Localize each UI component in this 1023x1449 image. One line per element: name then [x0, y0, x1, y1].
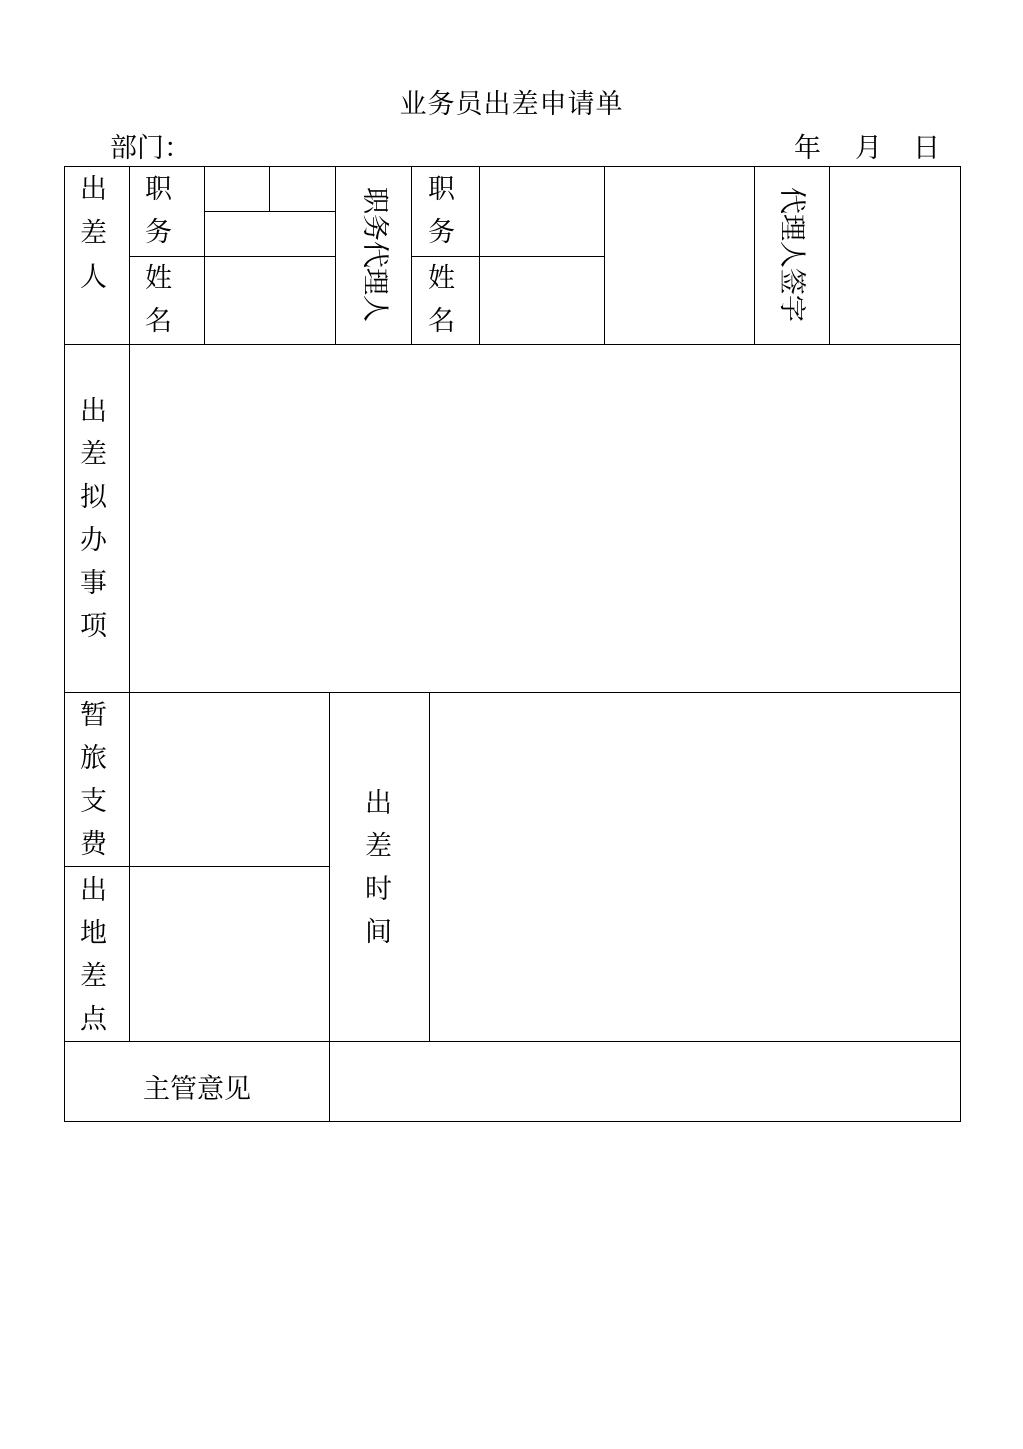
department-label: 部门：	[110, 133, 191, 164]
traveler-name-input[interactable]	[205, 257, 335, 344]
position-label-2: 职 务	[428, 174, 455, 248]
supervisor-opinion-label: 主管意见	[143, 1074, 251, 1105]
traveler-position-input-a[interactable]	[205, 167, 269, 211]
date-year-label: 年	[794, 133, 821, 164]
date-day-label: 日	[913, 133, 940, 164]
date-month-label: 月	[855, 133, 882, 164]
job-agent-label: 职务代理人	[359, 187, 390, 322]
advance-travel-expense-label: 暂 旅 支 费	[80, 700, 107, 860]
agent-extra-input[interactable]	[605, 167, 754, 344]
traveler-position-input-c[interactable]	[205, 212, 335, 256]
agent-signature-label: 代理人签字	[776, 187, 807, 322]
planned-matters-input[interactable]	[130, 345, 960, 692]
form-title: 业务员出差申请单	[399, 89, 624, 120]
planned-matters-label: 出 差 拟 办 事 项	[80, 396, 107, 642]
name-label-2: 姓 名	[428, 263, 455, 337]
traveler-position-input-b[interactable]	[270, 167, 335, 211]
traveler-label: 出 差 人	[80, 174, 107, 293]
travel-time-input[interactable]	[430, 693, 960, 1041]
advance-travel-expense-input[interactable]	[130, 693, 329, 866]
travel-location-label: 出 地 差 点	[80, 875, 107, 1035]
position-label-1: 职 务	[145, 174, 172, 248]
travel-location-input[interactable]	[130, 867, 329, 1041]
name-label-1: 姓 名	[145, 263, 172, 337]
travel-time-label: 出 差 时 间	[365, 788, 392, 948]
agent-signature-input[interactable]	[830, 167, 960, 344]
agent-name-input[interactable]	[480, 257, 604, 344]
supervisor-opinion-input[interactable]	[330, 1042, 960, 1121]
agent-position-input[interactable]	[480, 167, 604, 256]
